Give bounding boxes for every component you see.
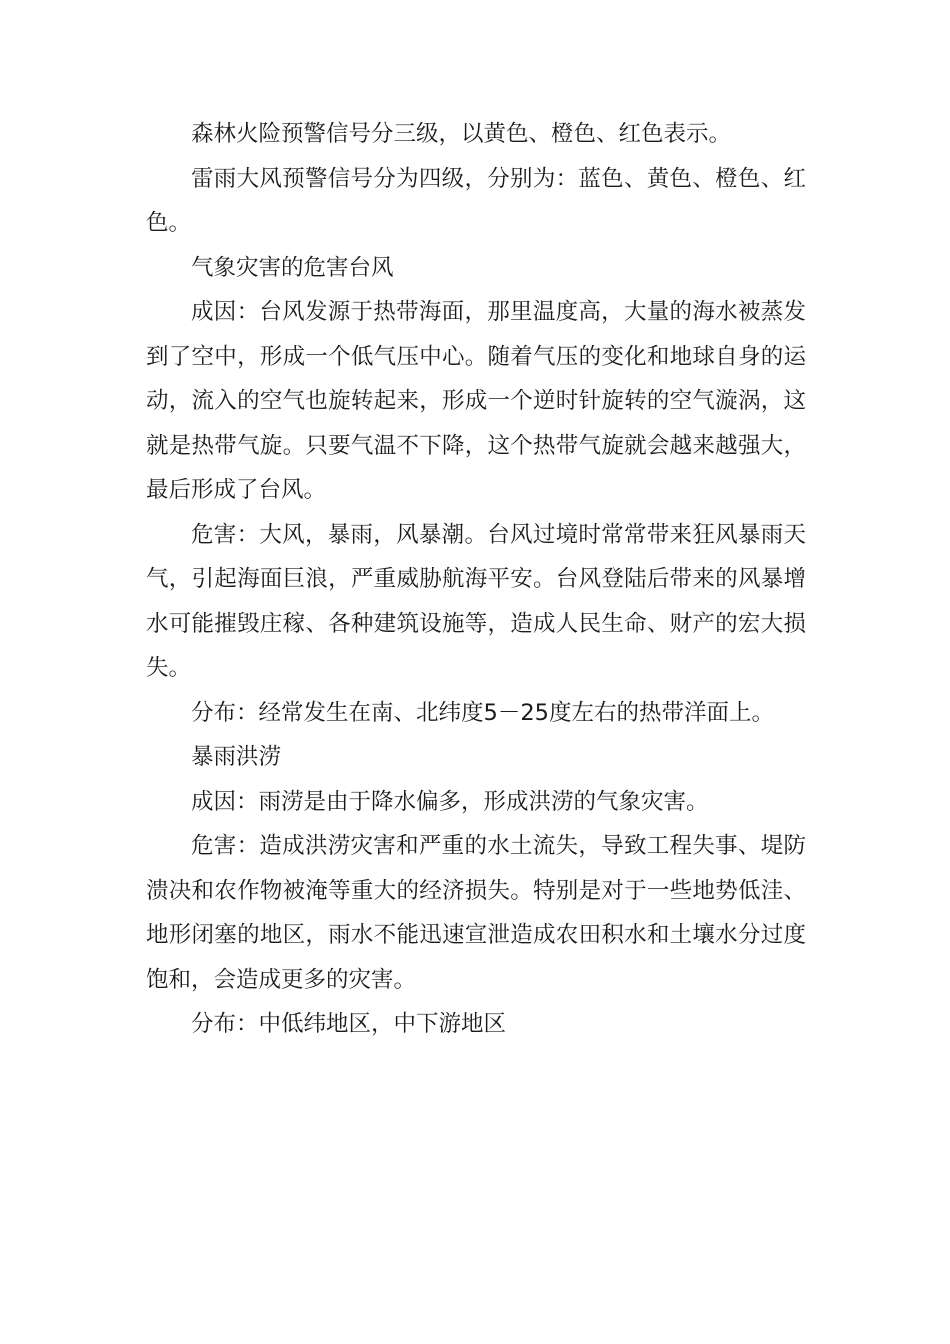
paragraph-typhoon-cause: 成因：台风发源于热带海面，那里温度高，大量的海水被蒸发到了空中，形成一个低气压中心。随着气压的变化和地球自身的运动，流入的空气也旋转起来，形成一个逆时针旋转的空气漩涡，这就是热带气旋。只要气温不下降，这个热带气旋就会越来越强大，最后形成了台风。 xyxy=(146,299,806,503)
paragraph-flood-cause: 成因：雨涝是由于降水偏多，形成洪涝的气象灾害。 xyxy=(191,788,709,815)
paragraph-typhoon-harm: 危害：大风，暴雨，风暴潮。台风过境时常常带来狂风暴雨天气，引起海面巨浪，严重威胁航海平安。台风登陆后带来的风暴增水可能摧毁庄稼、各种建筑设施等，造成人民生命、财产的宏大损失。 xyxy=(146,521,806,681)
paragraph-flood-distribution: 分布：中低纬地区，中下游地区 xyxy=(191,1011,507,1037)
document-body xyxy=(146,112,806,1047)
paragraph-typhoon-distribution: 分布：经常发生在南、北纬度5－25度左右的热带洋面上。 xyxy=(191,699,774,726)
paragraph-flood-harm: 危害：造成洪涝灾害和严重的水土流失，导致工程失事、堤防溃决和农作物被淹等重大的经济损失。特别是对于一些地势低洼、地形闭塞的地区，雨水不能迅速宣泄造成农田积水和土壤水分过度饱和，会造成更多的灾害。 xyxy=(146,833,806,993)
paragraph-thunderstorm-wind-warning: 雷雨大风预警信号分为四级，分别为：蓝色、黄色、橙色、红色。 xyxy=(146,165,806,236)
heading-rainstorm-flood: 暴雨洪涝 xyxy=(191,744,282,770)
paragraph-forest-fire-warning: 森林火险预警信号分三级，以黄色、橙色、红色表示。 xyxy=(191,121,732,147)
heading-typhoon: 气象灾害的危害台风 xyxy=(191,254,394,281)
